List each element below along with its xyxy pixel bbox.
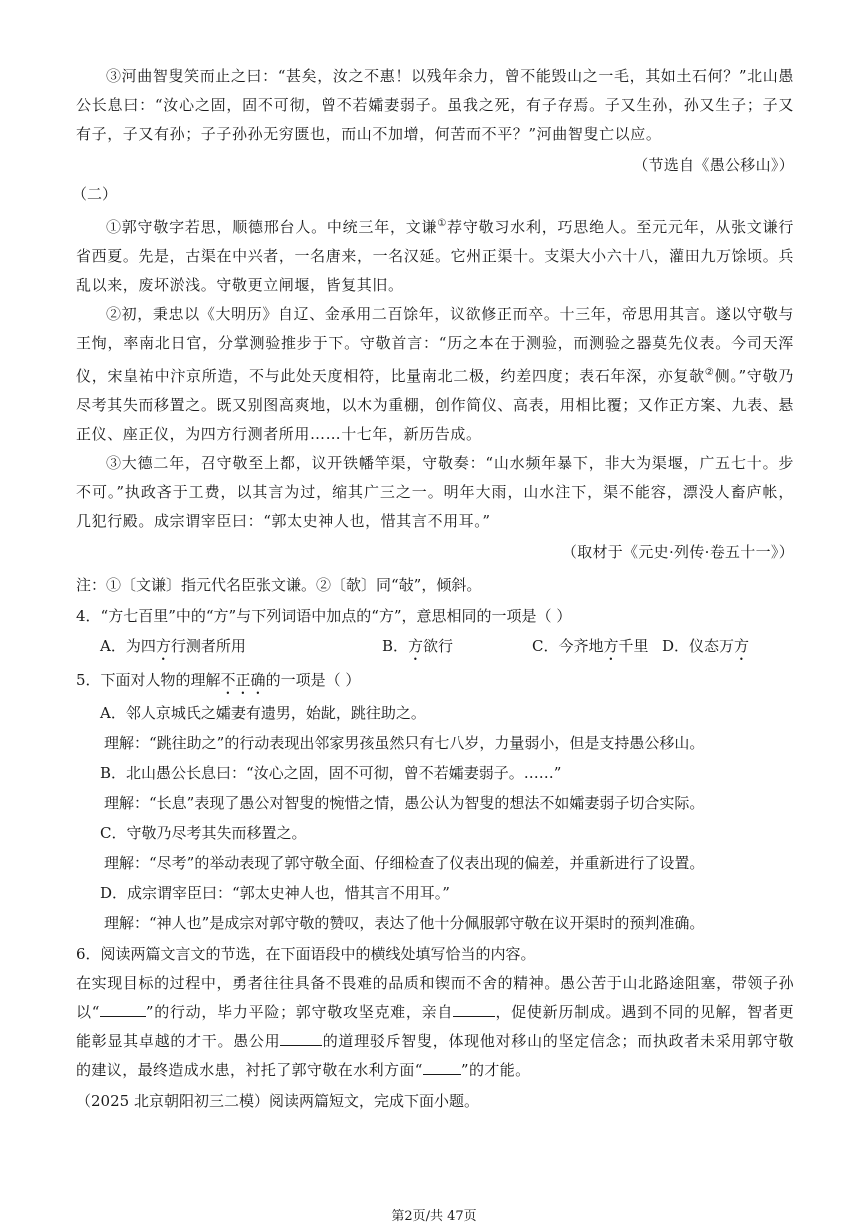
blank-3[interactable] xyxy=(280,1029,322,1046)
question-4-options xyxy=(76,631,794,664)
passage1-source: （节选自《愚公移山》） xyxy=(633,156,794,174)
footnote-marker-1: ① xyxy=(437,218,448,229)
footnotes: 注：①〔文谦〕指元代名臣张文谦。②〔欹〕同“敧”，倾斜。 xyxy=(76,576,482,594)
q4-option-c[interactable]: C．今齐地方千里 xyxy=(532,637,649,655)
passage2-source: （取材于《元史·列传·卷五十一》） xyxy=(561,543,794,561)
q4-option-d[interactable]: D．仪态万方 xyxy=(662,637,750,655)
page-footer: 第2页/共 47页 xyxy=(391,1209,477,1224)
next-section-intro: （2025 北京朝阳初三二模）阅读两篇短文，完成下面小题。 xyxy=(76,1092,479,1110)
question-6-stem: 6．阅读两篇文言文的节选，在下面语段中的横线处填写恰当的内容。 xyxy=(76,945,536,963)
q5-option-b-explanation: 理解：“长息”表现了愚公对智叟的惋惜之情，愚公认为智叟的想法不如孀妻弱子切合实际。 xyxy=(104,794,705,812)
q5-option-a[interactable]: A．邻人京城氏之孀妻有遗男，始龀，跳往助之。 xyxy=(100,704,426,722)
section-heading-2: （二） xyxy=(72,185,118,203)
q5-option-d[interactable]: D．成宗谓宰臣曰：“郭太史神人也，惜其言不用耳。” xyxy=(100,884,450,902)
q4-option-b[interactable]: B．方欲行 xyxy=(382,637,454,655)
document-page xyxy=(72,62,795,1116)
q5-option-d-explanation: 理解：“神人也”是成宗对郭守敬的赞叹，表达了他十分佩服郭守敬在议开渠时的预判准确。 xyxy=(104,914,705,932)
question-6-passage: 在实现目标的过程中，勇者往往具备不畏难的品质和锲而不舍的精神。愚公苦于山北路途阻塞，带领子孙以“ ”的行动，毕力平险；郭守敬攻坚克难，亲自 ，促使新历制成。遇到不同的见解，智者更能彰显其卓越的才干。愚公用 的道理驳斥智叟，体现他对移山的坚定信念；而执政者未采用郭守敬的建议，最终造成水患，衬托了郭守敬在水利方面“ ”的才能。 xyxy=(76,974,795,1079)
blank-1[interactable] xyxy=(100,1000,146,1017)
blank-4[interactable] xyxy=(423,1058,461,1075)
question-5-stem: 5．下面对人物的理解不正确的一项是（ ） xyxy=(76,671,361,689)
q5-option-c-explanation: 理解：“尽考”的举动表现了郭守敬全面、仔细检查了仪表出现的偏差，并重新进行了设置。 xyxy=(104,854,705,872)
passage2-paragraph-2 xyxy=(76,300,794,449)
q5-option-a-explanation: 理解：“跳往助之”的行动表现出邻家男孩虽然只有七八岁，力量弱小，但是支持愚公移山。 xyxy=(104,734,705,752)
q5-option-c[interactable]: C．守敬乃尽考其失而移置之。 xyxy=(100,824,307,842)
passage2-p2-text-b: 侧。”守敬乃尽考其失而移置之。既又别图高爽地，以木为重棚，创作简仪、高表，用相比覆；又作正方案、九表、悬正仪、座正仪，为四方行测者所用……十七年，新历告成。 xyxy=(76,367,794,443)
blank-2[interactable] xyxy=(453,1000,495,1017)
footnote-marker-2: ② xyxy=(704,367,715,378)
passage2-paragraph-3: ③大德二年，召守敬至上都，议开铁幡竿渠，守敬奏：“山水频年暴下，非大为渠堰，广五七十。步不可。”执政吝于工费，以其言为过，缩其广三之一。明年大雨，山水注下，渠不能容，漂没人畜庐帐，几犯行殿。成宗谓宰臣曰：“郭太史神人也，惜其言不用耳。” xyxy=(76,454,794,530)
question-4-stem: 4．“方七百里”中的“方”与下列词语中加点的“方”，意思相同的一项是（ ） xyxy=(76,607,572,625)
passage2-p2-text-a: ②初，秉忠以《大明历》自辽、金承用二百馀年，议欲修正而卒。十三年，帝思用其言。遂以守敬与王恂，率南北日官，分掌测验推步于下。守敬首言：“历之本在于测验，而测验之器莫先仪表。今司天浑仪，宋皇祐中汴京所造，不与此处天度相符，比量南北二极，约差四度；表石年深，亦复欹 xyxy=(76,305,794,385)
passage1-paragraph-3: ③河曲智叟笑而止之曰：“甚矣，汝之不惠！以残年余力，曾不能毁山之一毛，其如土石何？”北山愚公长息曰：“汝心之固，固不可彻，曾不若孀妻弱子。虽我之死，有子存焉。子又生孙，孙又生子；子又有子，子又有孙；子子孙孙无穷匮也，而山不加增，何苦而不平？”河曲智叟亡以应。 xyxy=(76,67,794,143)
q5-option-b[interactable]: B．北山愚公长息曰：“汝心之固，固不可彻，曾不若孀妻弱子。……” xyxy=(100,764,562,782)
passage2-p1-text-a: ①郭守敬字若思，顺德邢台人。中统三年，文谦 xyxy=(106,218,438,236)
q4-option-a[interactable]: A．为四方行测者所用 xyxy=(100,637,246,655)
passage2-p1-text-b: 荐守敬习水利，巧思绝人。至元元年，从张文谦行省西夏。先是，古渠在中兴者，一名唐来，一名汉延。它州正渠十。支渠大小六十八，灌田九万馀顷。兵乱以来，废坏淤浅。守敬更立闸堰，皆复其旧。 xyxy=(76,218,794,294)
passage2-paragraph-1 xyxy=(76,209,794,300)
